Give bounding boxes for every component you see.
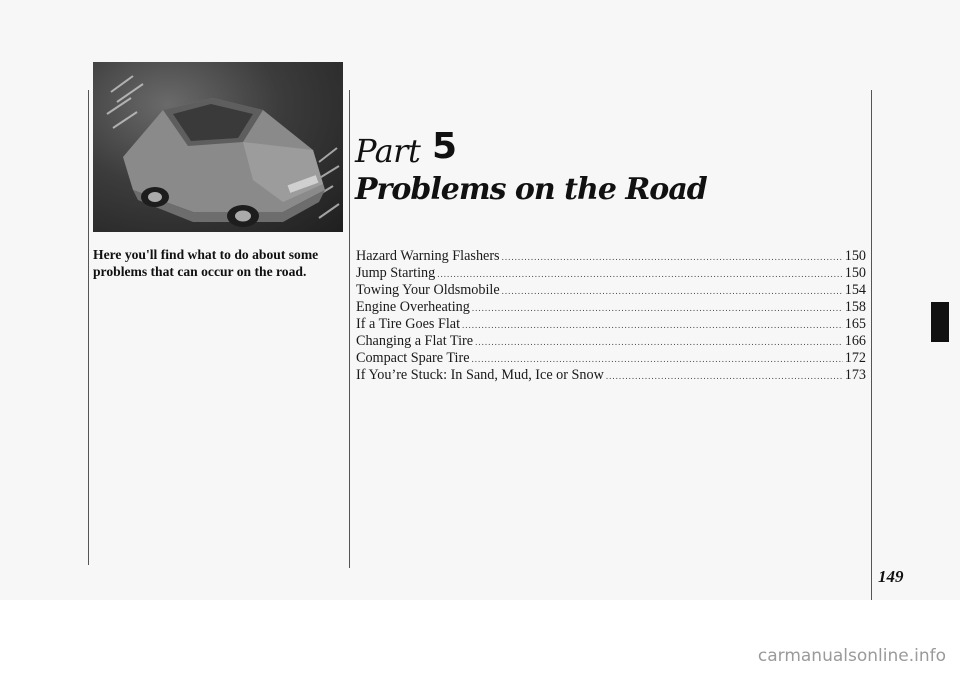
toc-entry-page: 172 — [844, 350, 866, 366]
toc-entry-title: If You’re Stuck: In Sand, Mud, Ice or Snow — [356, 367, 604, 383]
section-title: Problems on the Road — [355, 172, 707, 207]
toc-entry[interactable] — [356, 282, 866, 299]
right-column-rule — [871, 90, 872, 606]
toc-entry-page: 165 — [844, 316, 866, 332]
car-photo — [93, 62, 343, 232]
middle-column-rule — [349, 90, 350, 568]
toc-entry[interactable] — [356, 367, 866, 384]
table-of-contents — [356, 248, 866, 384]
intro-paragraph: Here you'll find what to do about some problems that can occur on the road. — [93, 247, 319, 279]
toc-entry-title: If a Tire Goes Flat — [356, 316, 461, 332]
part-number: 5 — [432, 126, 458, 167]
dot-leader — [472, 304, 843, 313]
toc-entry-title: Jump Starting — [356, 265, 436, 281]
toc-entry[interactable] — [356, 333, 866, 350]
toc-entry[interactable] — [356, 299, 866, 316]
section-thumb-tab — [931, 302, 949, 342]
toc-entry-page: 150 — [844, 265, 866, 281]
toc-entry-title: Towing Your Oldsmobile — [356, 282, 500, 298]
toc-entry-page: 150 — [844, 248, 866, 264]
dot-leader — [472, 355, 843, 364]
dot-leader — [502, 287, 843, 296]
page-number: 149 — [878, 567, 904, 586]
dot-leader — [502, 253, 843, 262]
dot-leader — [437, 270, 843, 279]
dot-leader — [606, 372, 843, 381]
toc-entry-page: 158 — [844, 299, 866, 315]
toc-entry-page: 166 — [844, 333, 866, 349]
toc-entry-page: 154 — [844, 282, 866, 298]
toc-entry[interactable] — [356, 350, 866, 367]
toc-entry-title: Compact Spare Tire — [356, 350, 470, 366]
toc-entry-page: 173 — [844, 367, 866, 383]
toc-entry-title: Hazard Warning Flashers — [356, 248, 500, 264]
dot-leader — [475, 338, 843, 347]
dot-leader — [462, 321, 843, 330]
site-watermark: carmanualsonline.info — [757, 646, 946, 666]
toc-entry[interactable] — [356, 248, 866, 265]
left-column-rule — [88, 90, 89, 565]
toc-entry[interactable] — [356, 316, 866, 333]
toc-entry[interactable] — [356, 265, 866, 282]
part-label: Part — [355, 132, 421, 170]
toc-entry-title: Changing a Flat Tire — [356, 333, 474, 349]
toc-entry-title: Engine Overheating — [356, 299, 470, 315]
